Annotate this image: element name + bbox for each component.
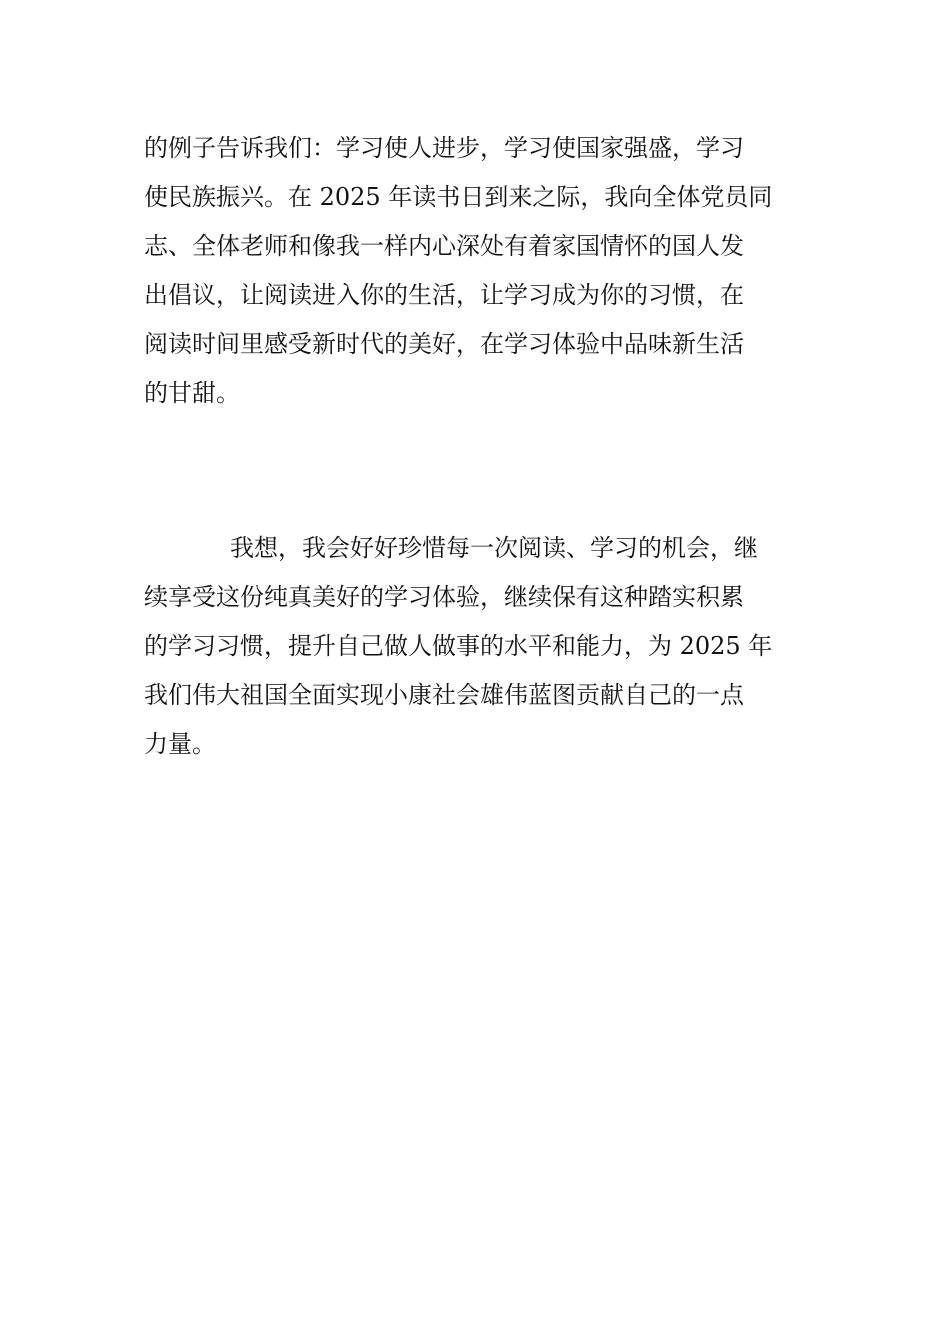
paragraph-line: 阅读时间里感受新时代的美好，在学习体验中品味新生活	[144, 330, 744, 358]
paragraph-line: 使民族振兴。在 2025 年读书日到来之际，我向全体党员同	[144, 183, 773, 211]
paragraph-first-line: 我想，我会好好珍惜每一次阅读、学习的机会，继	[230, 534, 758, 562]
paragraph-closing	[144, 524, 814, 769]
paragraph-line: 力量。	[144, 730, 216, 758]
paragraph-line: 出倡议，让阅读进入你的生活，让学习成为你的习惯，在	[144, 281, 744, 309]
paragraph-continuation	[144, 124, 814, 418]
paragraph-line: 的学习习惯，提升自己做人做事的水平和能力，为 2025 年	[144, 632, 773, 660]
paragraph-line: 续享受这份纯真美好的学习体验，继续保有这种踏实积累	[144, 583, 744, 611]
paragraph-line: 志、全体老师和像我一样内心深处有着家国情怀的国人发	[144, 232, 744, 260]
paragraph-line: 的甘甜。	[144, 379, 240, 407]
paragraph-line: 我们伟大祖国全面实现小康社会雄伟蓝图贡献自己的一点	[144, 681, 744, 709]
paragraph-line: 的例子告诉我们：学习使人进步，学习使国家强盛，学习	[144, 134, 744, 162]
